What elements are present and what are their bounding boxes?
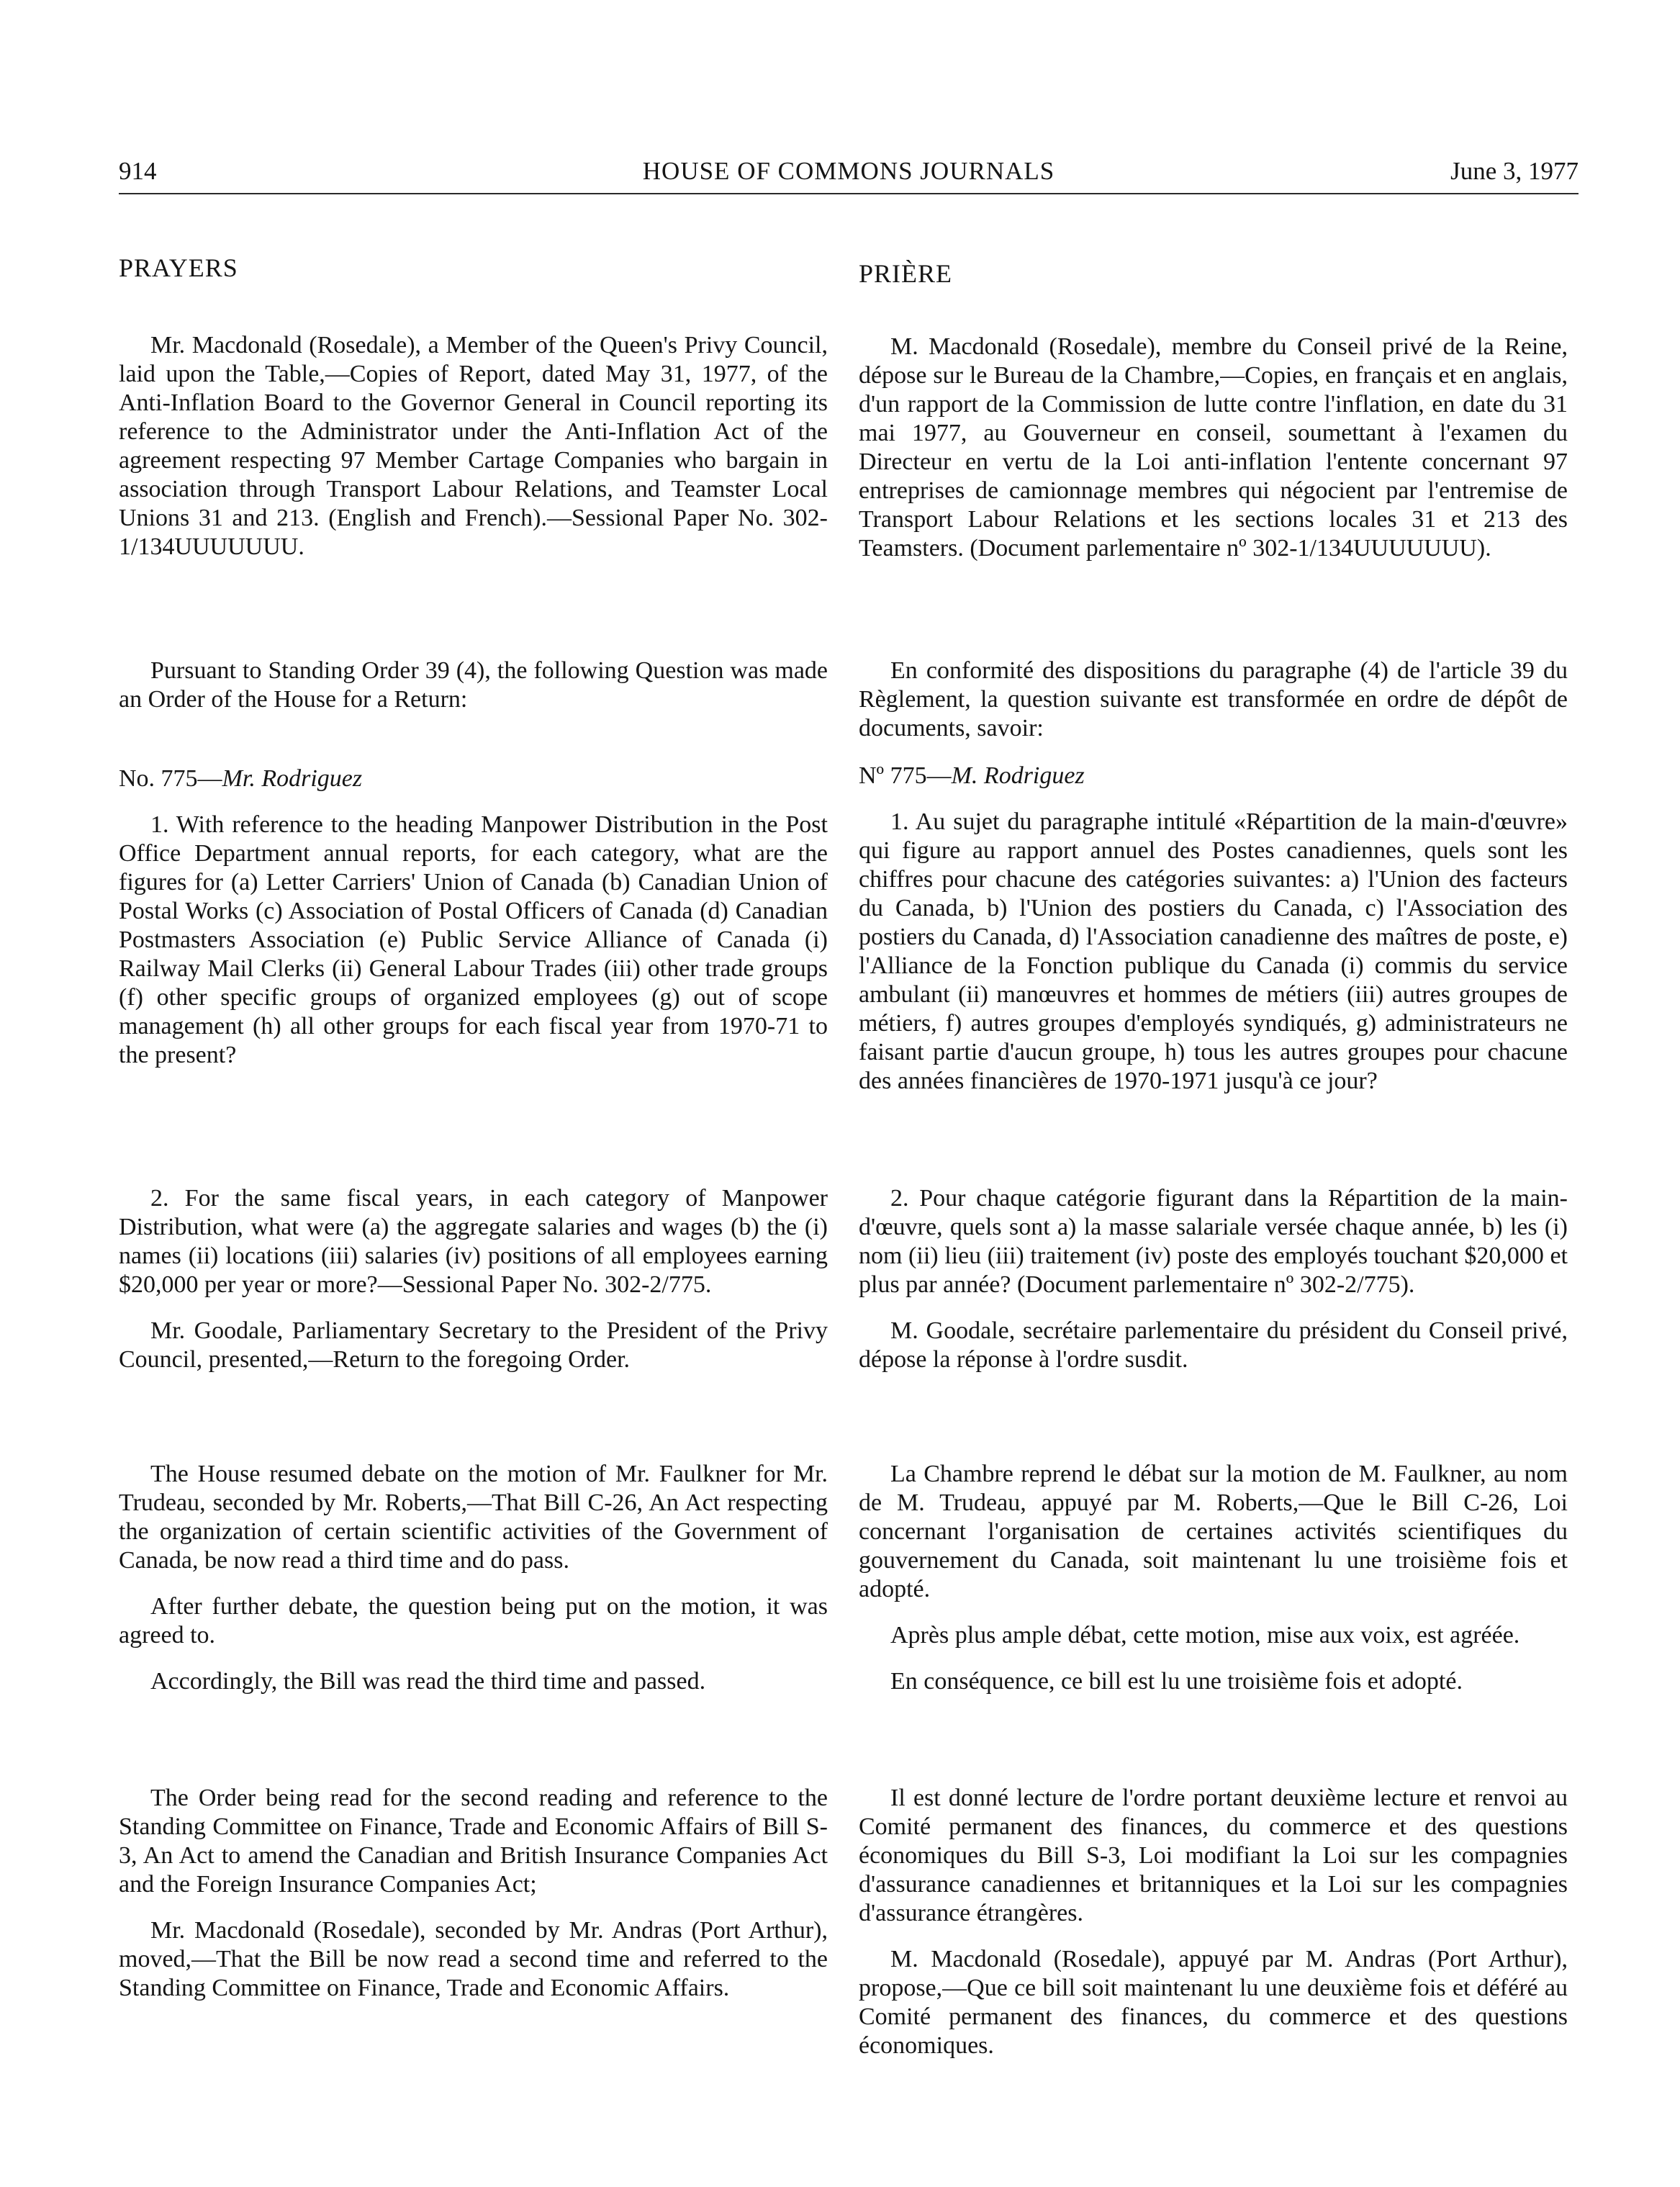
french-paragraph: En conséquence, ce bill est lu une troisième fois et adopté. (890, 1668, 1463, 1695)
english-paragraph: 1. With reference to the heading Manpower Distribution in the Post Office Department annual reports, for each category, what are the figures for (a) Letter Carriers' Union of Canada (b) Canadian Union of Postal Works (c) Association of Postal Officers of Canada (d) Canadian Postmasters Association (e) Public Service Alliance of Canada (i) Railway Mail Clerks (ii) General Labour Trades (iii) other trade groups (f) other specific groups of organized employees (g) out of scope management (h) all other groups for each fiscal year from 1970-71 to the present? (119, 811, 828, 1068)
french-paragraph: M. Macdonald (Rosedale), appuyé par M. Andras (Port Arthur), propose,—Que ce bill soit maintenant lu une deuxième fois et déféré au Comité permanent des finances, du commerce et des questions économiques. (859, 1946, 1568, 2059)
french-question-block (859, 657, 1568, 1096)
question-member: M. Rodriguez (951, 762, 1085, 789)
question-number: Nº 775— (859, 762, 952, 789)
french-paragraph: 1. Au sujet du paragraphe intitulé «Répartition de la main-d'œuvre» qui figure au rapport annuel des Postes canadiennes, quels sont les chiffres pour chacune des catégories suivantes: a) l'Union des facteurs du Canada, b) l'Union des postiers du Canada, c) l'Association des postiers du Canada, d) l'Association canadienne des maîtres de poste, e) l'Alliance de la Fonction publique du Canada (i) commis du service ambulant (ii) manœuvres et hommes de métiers (iii) autres groupes de métiers, f) autres groupes d'employés syndiqués, g) administrateurs ne faisant partie d'aucun groupe, h) tous les autres groupes pour chacune des années financières de 1970-1971 jusqu'à ce jour? (859, 808, 1568, 1094)
french-paragraph: Il est donné lecture de l'ordre portant deuxième lecture et renvoi au Comité permanent des finances, du commerce et des questions économiques du Bill S-3, Loi modifiant la Loi sur les compagnies d'assurance canadiennes et britanniques et la Loi sur les compagnies d'assurance étrangères. (859, 1785, 1568, 1926)
english-paragraph: Accordingly, the Bill was read the third time and passed. (150, 1668, 706, 1695)
english-paragraph: Mr. Macdonald (Rosedale), a Member of the Queen's Privy Council, laid upon the Table,—Copies of Report, dated May 31, 1977, of the Anti-Inflation Board to the Governor General in Council reporting its reference to the Administrator under the Anti-Inflation Act of the agreement respecting 97 Member Cartage Companies who bargain in association through Transport Labour Relations, and Teamster Local Unions 31 and 213. (English and French).—Sessional Paper No. 302-1/134UUUUUUU. (119, 332, 828, 560)
french-bill-s3-block (859, 1784, 1568, 2060)
french-paragraph: 2. Pour chaque catégorie figurant dans la Répartition de la main-d'œuvre, quels sont a) la masse salariale versée chaque année, b) les (i) nom (ii) lieu (iii) traitement (iv) poste des employés touchant $20,000 et plus par année? (Document parlementaire nº 302-2/775). (859, 1185, 1568, 1298)
french-report-block (859, 333, 1568, 563)
journal-title: HOUSE OF COMMONS JOURNALS (642, 157, 1055, 185)
french-paragraph: Après plus ample débat, cette motion, mise aux voix, est agréée. (890, 1622, 1520, 1649)
page-number: 914 (119, 157, 157, 185)
french-question-title (859, 762, 1568, 790)
question-number: No. 775— (119, 765, 222, 792)
english-paragraph: Mr. Goodale, Parliamentary Secretary to the President of the Privy Council, presented,—Return to the foregoing Order. (119, 1317, 828, 1373)
english-paragraph: The Order being read for the second reading and reference to the Standing Committee on Finance, Trade and Economic Affairs of Bill S-3, An Act to amend the Canadian and British Insurance Companies Act and the Foreign Insurance Companies Act; (119, 1785, 828, 1898)
french-paragraph: En conformité des dispositions du paragraphe (4) de l'article 39 du Règlement, la question suivante est transformée en ordre de dépôt de documents, savoir: (859, 657, 1568, 741)
french-paragraph: M. Goodale, secrétaire parlementaire du président du Conseil privé, dépose la réponse à l'ordre susdit. (859, 1317, 1568, 1373)
english-paragraph: Pursuant to Standing Order 39 (4), the following Question was made an Order of the House for a Return: (119, 657, 828, 713)
french-heading: PRIÈRE (859, 259, 953, 288)
french-paragraph: La Chambre reprend le débat sur la motion de M. Faulkner, au nom de M. Trudeau, appuyé par M. Roberts,—Que le Bill C-26, Loi concernant l'organisation de certaines activités scientifiques du gouvernement du Canada, soit maintenant lu une troisième fois et adopté. (859, 1461, 1568, 1602)
french-return-block (859, 1184, 1568, 1374)
french-bill-c26-block (859, 1460, 1568, 1696)
english-heading: PRAYERS (119, 253, 238, 282)
english-bill-s3-block (119, 1784, 828, 2003)
english-paragraph: After further debate, the question being put on the motion, it was agreed to. (119, 1593, 828, 1649)
page-header (119, 153, 1579, 194)
english-paragraph: 2. For the same fiscal years, in each category of Manpower Distribution, what were (a) the aggregate salaries and wages (b) the (i) names (ii) locations (iii) salaries (iv) positions of all employees earning $20,000 per year or more?—Sessional Paper No. 302-2/775. (119, 1185, 828, 1298)
english-question-block (119, 657, 828, 1070)
english-report-block (119, 331, 828, 562)
french-paragraph: M. Macdonald (Rosedale), membre du Conseil privé de la Reine, dépose sur le Bureau de la Chambre,—Copies, en français et en anglais, d'un rapport de la Commission de lutte contre l'inflation, en date du 31 mai 1977, au Gouverneur en conseil, soumettant à l'examen du Directeur en vertu de la Loi anti-inflation l'entente concernant 97 entreprises de camionnage membres qui négocient par l'entremise de Transport Labour Relations et les sections locales 31 et 213 des Teamsters. (Document parlementaire nº 302-1/134UUUUUUU). (859, 333, 1568, 562)
question-member: Mr. Rodriguez (222, 765, 363, 792)
english-paragraph: Mr. Macdonald (Rosedale), seconded by Mr. Andras (Port Arthur), moved,—That the Bill be now read a second time and referred to the Standing Committee on Finance, Trade and Economic Affairs. (119, 1917, 828, 2001)
english-bill-c26-block (119, 1460, 828, 1696)
english-paragraph: The House resumed debate on the motion of Mr. Faulkner for Mr. Trudeau, seconded by Mr. Roberts,—That Bill C-26, An Act respecting the organization of certain scientific activities of the Government of Canada, be now read a third time and do pass. (119, 1461, 828, 1574)
journal-date: June 3, 1977 (1450, 157, 1579, 185)
english-question-title (119, 765, 828, 793)
english-return-block (119, 1184, 828, 1374)
